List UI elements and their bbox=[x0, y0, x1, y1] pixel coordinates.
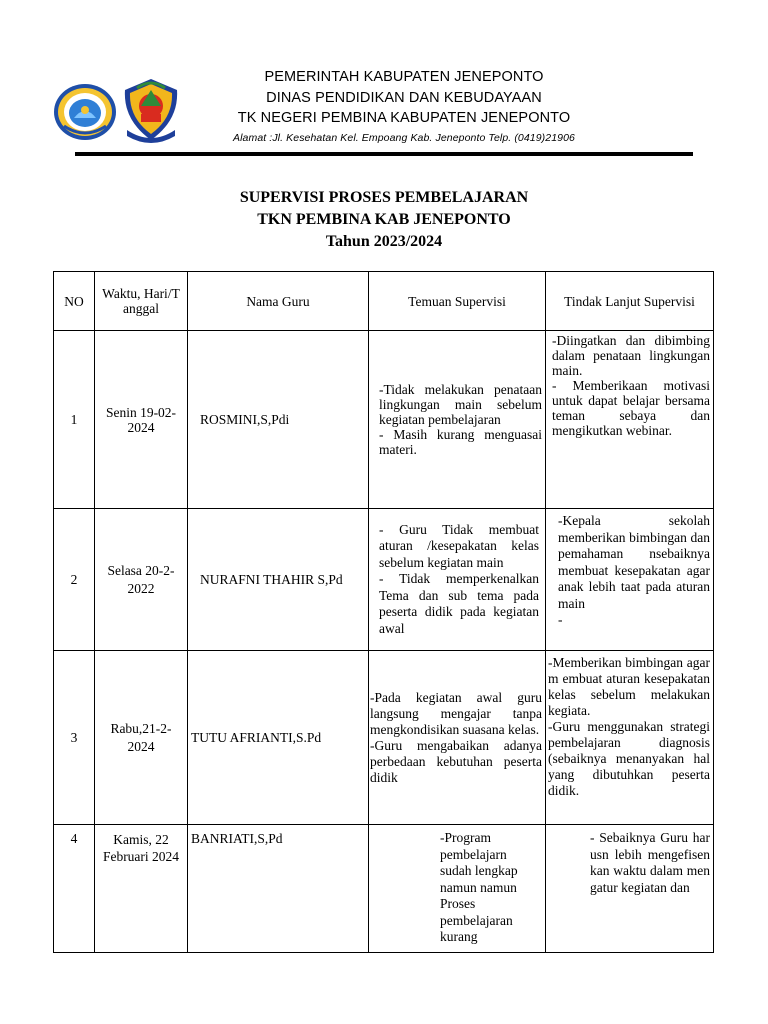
row-tindak-cell bbox=[546, 825, 714, 953]
table-header-row bbox=[54, 272, 714, 331]
letterhead-address: Alamat :Jl. Kesehatan Kel. Empoang Kab. Jeneponto Telp. (0419)21906 bbox=[233, 132, 575, 144]
row-temuan: -Pada kegiatan awal guru langsung mengajar tanpa mengkondisikan suasana kelas. -Guru mengabaikan adanya perbedaan kebutuhan peserta didik bbox=[369, 651, 546, 825]
row-time: Rabu,21-2-2024 bbox=[95, 651, 188, 825]
header-no: NO bbox=[54, 272, 95, 331]
letterhead-department: DINAS PENDIDIKAN DAN KEBUDAYAAN bbox=[266, 90, 542, 106]
supervision-table bbox=[53, 271, 714, 953]
table-row bbox=[54, 651, 714, 825]
letterhead-school: TK NEGERI PEMBINA KABUPATEN JENEPONTO bbox=[237, 110, 571, 126]
row-tindak: -Memberikan bimbingan agar m embuat aturan kesepakatan kelas sebelum melakukan kegiata. -Guru menggunakan strategi pembelajaran diagnosis (sebaiknya menanyakan hal yang dibutuhkan peserta didik. bbox=[546, 651, 714, 825]
row-temuan: -Tidak melakukan penataan lingkungan main sebelum kegiatan pembelajaran - Masih kurang menguasai materi. bbox=[369, 331, 546, 509]
header-time bbox=[95, 272, 188, 331]
header-temuan: Temuan Supervisi bbox=[369, 272, 546, 331]
row-no: 1 bbox=[54, 331, 95, 509]
letterhead-divider bbox=[75, 152, 693, 156]
row-tindak: - Sebaiknya Guru harusn lebih mengefisenkan waktu dalam mengatur kegiatan dan bbox=[590, 830, 710, 895]
document-title: SUPERVISI PROSES PEMBELAJARAN bbox=[239, 189, 529, 206]
header-name: Nama Guru bbox=[188, 272, 369, 331]
row-time: Senin 19-02-2024 bbox=[95, 331, 188, 509]
row-tindak: -Kepala sekolah memberikan bimbingan dan pemahaman nsebaiknya membuat kesepakatan agar anak lebih taat pada aturan main - bbox=[546, 509, 714, 651]
document-subtitle: TKN PEMBINA KAB JENEPONTO bbox=[257, 211, 511, 228]
header-time-label: Waktu, Hari/Tanggal bbox=[102, 286, 180, 316]
row-name: NURAFNI THAHIR S,Pd bbox=[188, 509, 369, 651]
row-time: Kamis, 22 Februari 2024 bbox=[95, 825, 188, 953]
row-no: 3 bbox=[54, 651, 95, 825]
table-row bbox=[54, 331, 714, 509]
letterhead-government: PEMERINTAH KABUPATEN JENEPONTO bbox=[264, 69, 544, 85]
header-tindak: Tindak Lanjut Supervisi bbox=[546, 272, 714, 331]
row-name: ROSMINI,S,Pdi bbox=[188, 331, 369, 509]
row-temuan: - Guru Tidak membuat aturan /kesepakatan kelas sebelum kegiatan main - Tidak memperkenalkan Tema dan sub tema pada peserta didik pada kegiatan awal bbox=[369, 509, 546, 651]
row-no: 4 bbox=[54, 825, 95, 953]
document-year: Tahun 2023/2024 bbox=[325, 233, 443, 250]
row-temuan: -Program pembelajarn sudah lengkap namun namun Proses pembelajaran kurang bbox=[440, 830, 518, 944]
row-name: TUTU AFRIANTI,S.Pd bbox=[188, 651, 369, 825]
table-row bbox=[54, 825, 714, 953]
table-row bbox=[54, 509, 714, 651]
row-time: Selasa 20-2-2022 bbox=[95, 509, 188, 651]
row-no: 2 bbox=[54, 509, 95, 651]
row-tindak: -Diingatkan dan dibimbing dalam penataan lingkungan main. - Memberikaan motivasi untuk dapat belajar bersama teman sebaya dan mengikutkan webinar. bbox=[546, 331, 714, 509]
row-temuan-cell bbox=[369, 825, 546, 953]
row-name: BANRIATI,S,Pd bbox=[188, 825, 369, 953]
